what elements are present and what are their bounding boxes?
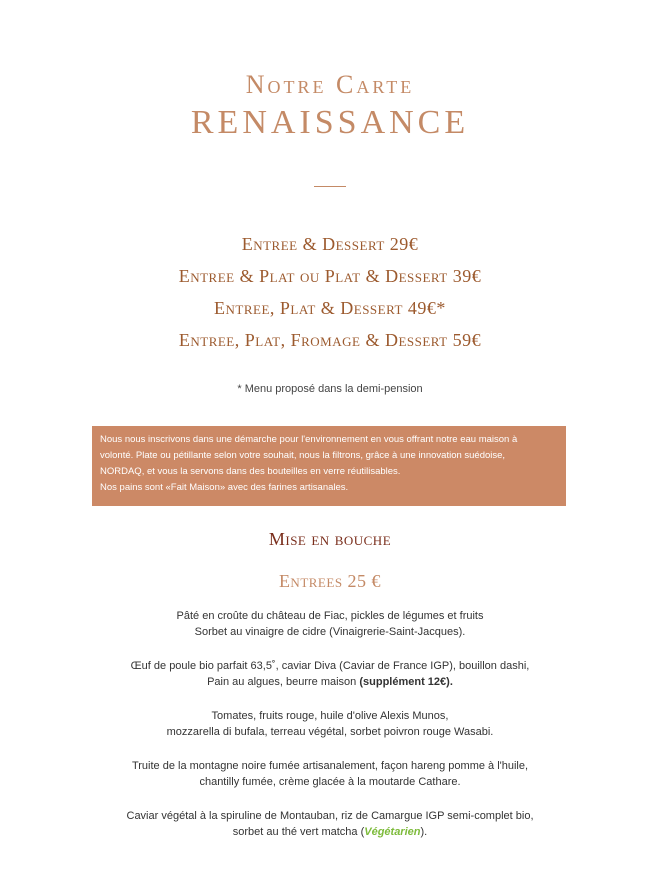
environment-notice [92, 426, 566, 506]
vegetarian-label: Végétarien [364, 826, 421, 838]
dish-line: Caviar végétal à la spiruline de Montauban, riz de Camargue IGP semi-complet bio, [126, 810, 534, 822]
dish-line: Œuf de poule bio parfait 63,5˚, caviar Diva (Caviar de France IGP), bouillon dashi, [130, 660, 530, 672]
half-board-note: * Menu proposé dans la demi-pension [237, 383, 423, 395]
dish-line [0, 824, 660, 840]
dish-text: Pain au algues, beurre maison [207, 676, 360, 688]
dish-line [0, 674, 660, 690]
dish-line: chantilly fumée, crème glacée à la moutarde Cathare. [199, 776, 461, 788]
formula-list [0, 228, 660, 356]
title-divider [314, 186, 346, 187]
environment-notice-line: NORDAQ, et vous la servons dans des bouteilles en verre réutilisables. [100, 466, 401, 477]
dish-item [0, 608, 660, 640]
dish-text: sorbet au thé vert matcha ( [232, 826, 365, 838]
menu-title-line1: Notre Carte [245, 70, 415, 99]
dish-line: Tomates, fruits rouge, huile d'olive Alexis Munos, [211, 710, 449, 722]
dish-line: mozzarella di bufala, terreau végétal, sorbet poivron rouge Wasabi. [166, 726, 494, 738]
formula-item: Entree & Plat ou Plat & Dessert 39€ [178, 266, 482, 286]
dish-item [0, 708, 660, 740]
menu-title-line2: RENAISSANCE [190, 104, 470, 141]
section-title-entrees: Entrees 25 € [278, 571, 382, 591]
formula-item: Entree & Dessert 29€ [241, 234, 419, 254]
dish-text: ). [420, 826, 428, 838]
section-title-amuse-bouche: Mise en bouche [268, 529, 392, 549]
dish-line: Pâté en croûte du château de Fiac, pickles de légumes et fruits [176, 610, 484, 622]
dish-line: Sorbet au vinaigre de cidre (Vinaigrerie-Saint-Jacques). [194, 626, 466, 638]
environment-notice-line: volonté. Plate ou pétillante selon votre souhait, nous la filtrons, grâce à une innovation suédoise, [100, 450, 506, 461]
supplement-price: (supplément 12€). [359, 676, 453, 688]
environment-notice-line: Nos pains sont «Fait Maison» avec des farines artisanales. [100, 482, 349, 493]
formula-item: Entree, Plat, Fromage & Dessert 59€ [178, 330, 482, 350]
dish-item [0, 808, 660, 840]
dish-item [0, 658, 660, 690]
dish-line: Truite de la montagne noire fumée artisanalement, façon hareng pomme à l'huile, [131, 760, 529, 772]
formula-item: Entree, Plat & Dessert 49€* [214, 298, 446, 318]
environment-notice-line: Nous nous inscrivons dans une démarche pour l'environnement en vous offrant notre eau maison à [100, 434, 518, 445]
dish-list [0, 608, 660, 858]
dish-item [0, 758, 660, 790]
